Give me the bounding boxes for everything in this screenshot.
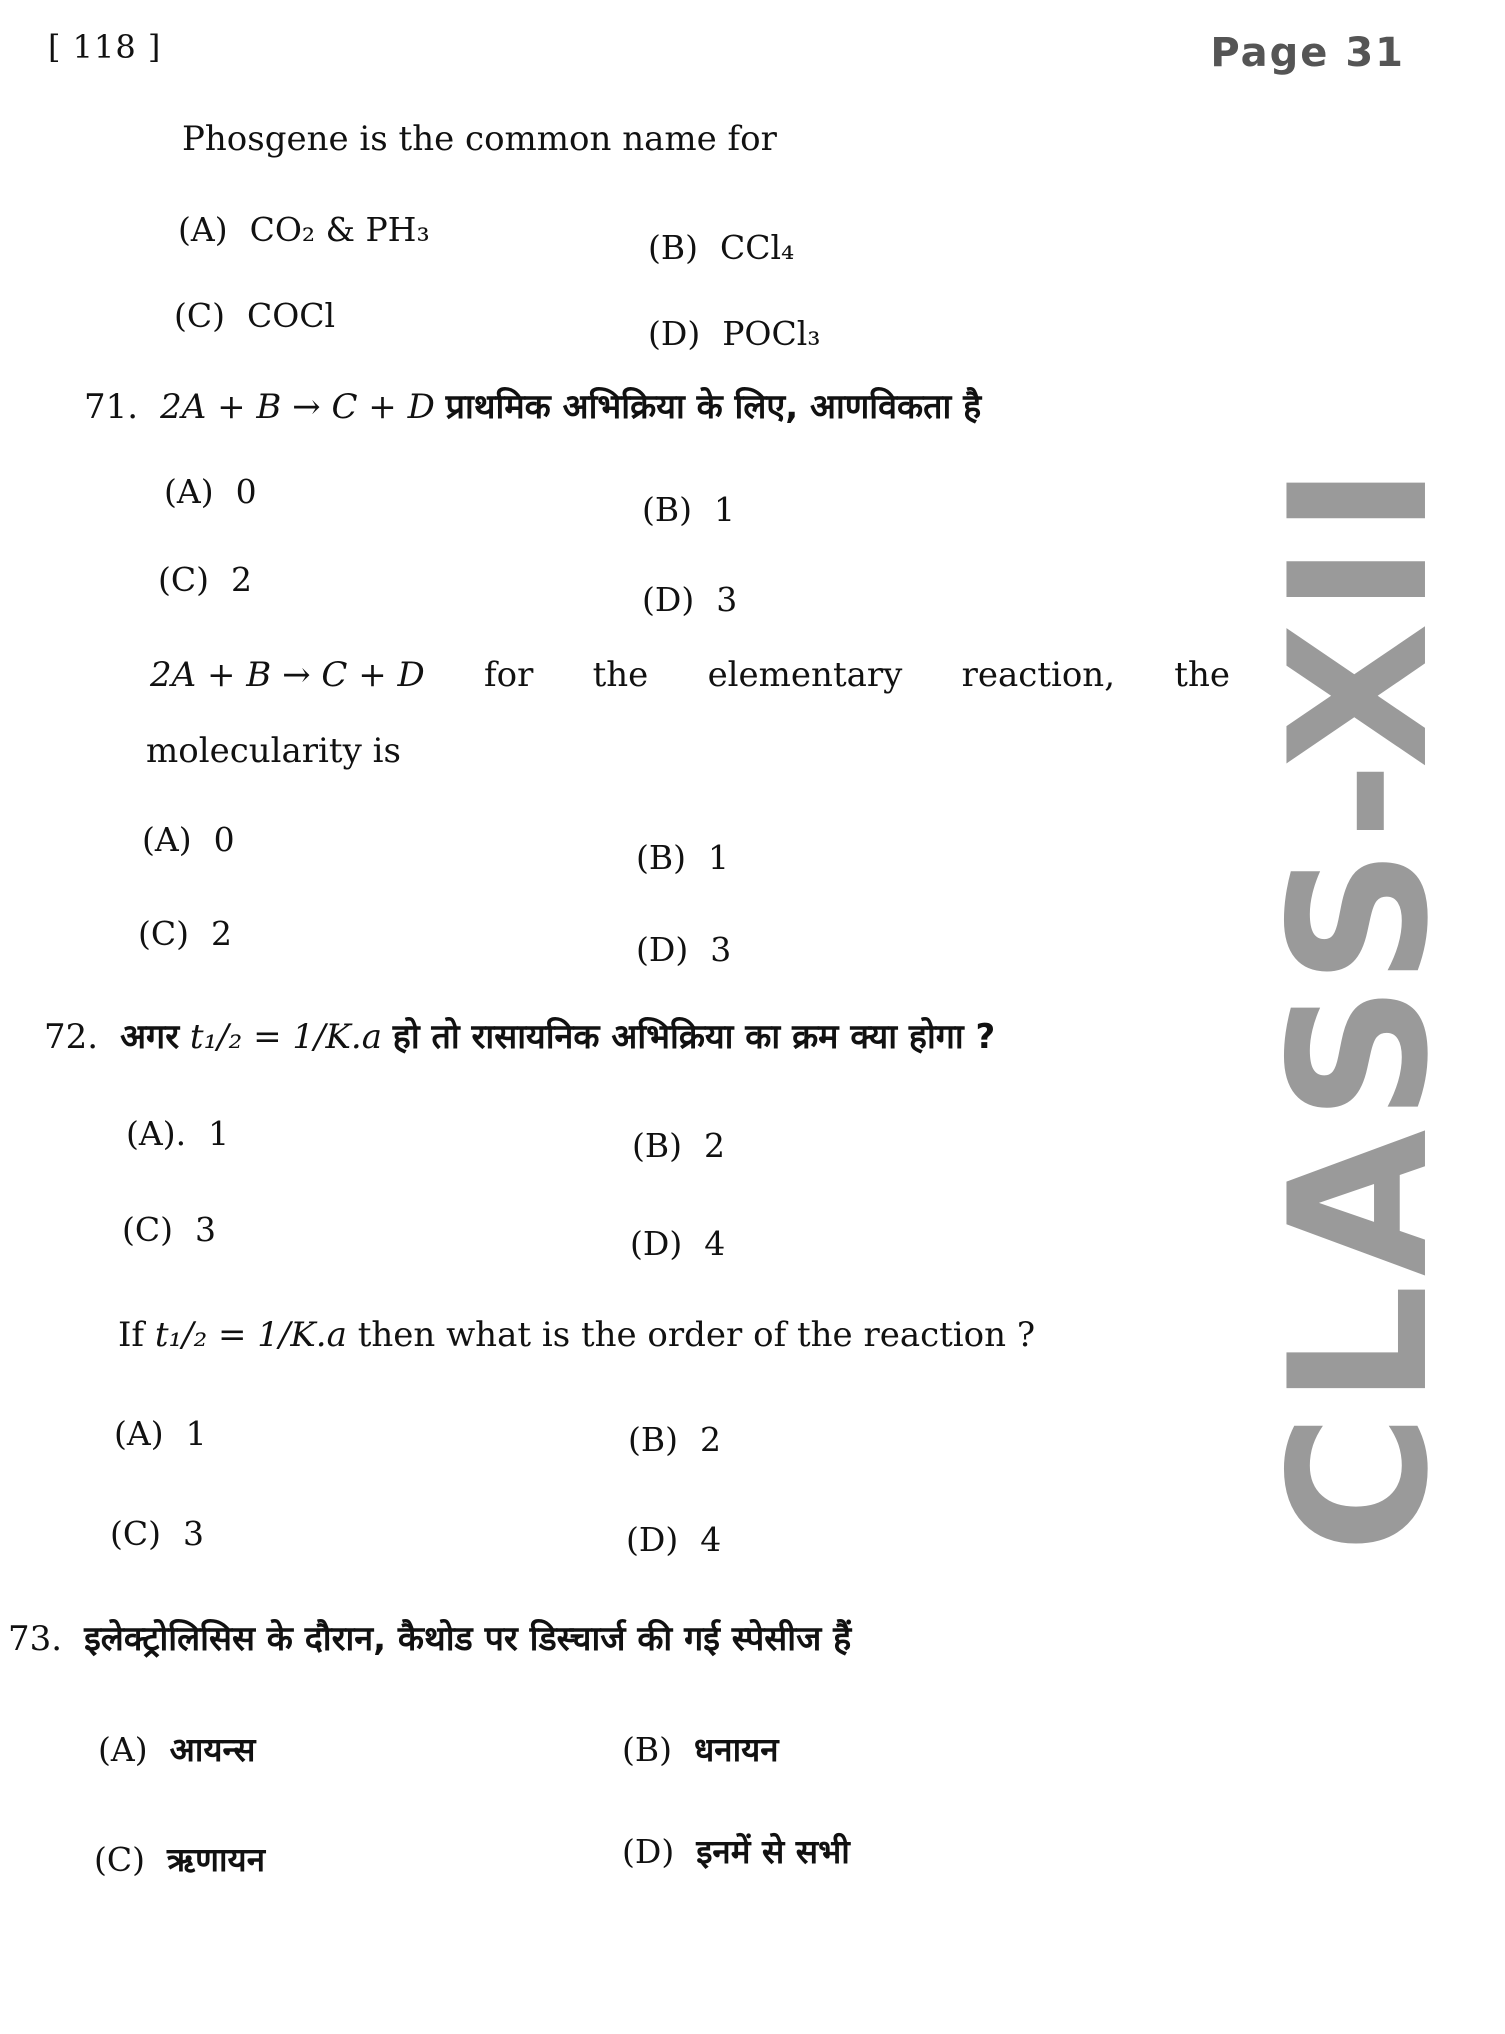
q71-hi-option-a[interactable] — [164, 472, 257, 511]
option-label: (D) — [636, 930, 689, 969]
option-value: 2 — [211, 914, 232, 953]
q70-en-option-b[interactable] — [648, 228, 794, 267]
q72-en-option-b[interactable] — [628, 1420, 721, 1459]
q71-en-option-a[interactable] — [142, 820, 235, 859]
option-value: 0 — [213, 820, 235, 859]
q72-hi-question — [44, 1016, 995, 1059]
option-value: धनायन — [694, 1730, 779, 1769]
q72-en-option-a[interactable] — [114, 1414, 207, 1453]
question-prefix: If — [118, 1315, 145, 1355]
q71-en-question — [150, 654, 1230, 697]
question-text: हो तो रासायनिक अभिक्रिया का क्रम क्या होगा ? — [392, 1017, 996, 1057]
option-label: (D) — [622, 1832, 675, 1871]
option-label: (B) — [636, 838, 686, 877]
option-label: (A) — [114, 1414, 164, 1453]
half-life-formula: t₁/₂ = 1/K.a — [154, 1315, 347, 1355]
option-value: आयन्स — [169, 1730, 256, 1769]
q73-hi-option-c[interactable] — [94, 1836, 265, 1881]
question-text: then what is the order of the reaction ? — [357, 1315, 1036, 1355]
question-line-1 — [150, 654, 1230, 697]
word: for — [484, 655, 534, 695]
q71-hi-option-c[interactable] — [158, 560, 252, 599]
q73-hi-option-b[interactable] — [622, 1726, 779, 1771]
option-label: (D) — [648, 314, 701, 353]
page-number: [ 118 ] — [48, 28, 162, 66]
q70-en-option-c[interactable] — [174, 296, 335, 335]
option-value: 1 — [185, 1414, 207, 1453]
option-label: (C) — [110, 1514, 161, 1553]
q72-hi-option-c[interactable] — [122, 1210, 216, 1249]
option-label: (C) — [138, 914, 189, 953]
q70-en-option-d[interactable] — [648, 314, 821, 353]
q73-hi-option-d[interactable] — [622, 1828, 850, 1873]
page-label: Page 31 — [1210, 30, 1405, 76]
option-label: (A) — [164, 472, 214, 511]
option-value: POCl₃ — [722, 314, 821, 353]
question-number: 71. — [84, 387, 139, 427]
option-label: (B) — [622, 1730, 672, 1769]
q72-hi-option-a[interactable] — [126, 1114, 229, 1153]
option-label: (A) — [178, 210, 228, 249]
option-value: 1 — [708, 838, 729, 877]
option-value: CCl₄ — [720, 228, 795, 267]
option-value: 0 — [235, 472, 257, 511]
q71-en-option-d[interactable] — [636, 930, 731, 969]
option-value: CO₂ & PH₃ — [249, 210, 430, 249]
option-label: (C) — [174, 296, 225, 335]
option-value: ऋणायन — [167, 1840, 266, 1879]
word: the — [592, 655, 649, 695]
q70-en-option-a[interactable] — [178, 210, 430, 249]
half-life-formula: t₁/₂ = 1/K.a — [189, 1017, 382, 1057]
q72-hi-option-d[interactable] — [630, 1224, 725, 1263]
word: the — [1174, 655, 1230, 695]
option-value: 2 — [231, 560, 252, 599]
q71-en-option-b[interactable] — [636, 838, 729, 877]
option-value: 4 — [704, 1224, 726, 1263]
option-label: (C) — [94, 1840, 145, 1879]
option-value: 1 — [714, 490, 735, 529]
q70-en-question: Phosgene is the common name for — [182, 119, 777, 159]
option-label: (A). — [126, 1114, 187, 1153]
question-text: इलेक्ट्रोलिसिस के दौरान, कैथोड पर डिस्चार्ज की गई स्पेसीज हैं — [84, 1619, 852, 1659]
option-label: (D) — [630, 1224, 683, 1263]
question-number: 73. — [8, 1619, 63, 1659]
class-banner-text: CLASS-XII — [1249, 457, 1471, 1553]
option-label: (B) — [648, 228, 698, 267]
option-value: 1 — [208, 1114, 230, 1153]
q71-hi-option-b[interactable] — [642, 490, 735, 529]
q71-hi-question — [84, 386, 981, 429]
question-text: प्राथमिक अभिक्रिया के लिए, आणविकता है — [445, 387, 982, 427]
q73-hi-question — [8, 1618, 851, 1661]
option-value: 2 — [704, 1126, 725, 1165]
option-value: 4 — [700, 1520, 722, 1559]
option-label: (D) — [642, 580, 695, 619]
q72-en-question — [118, 1314, 1035, 1357]
q72-en-option-d[interactable] — [626, 1520, 721, 1559]
option-label: (A) — [142, 820, 192, 859]
word: elementary — [707, 655, 903, 695]
word: reaction, — [961, 655, 1116, 695]
option-label: (C) — [122, 1210, 173, 1249]
option-value: 3 — [183, 1514, 204, 1553]
option-value: COCl — [247, 296, 336, 335]
q71-en-option-c[interactable] — [138, 914, 232, 953]
option-label: (B) — [628, 1420, 678, 1459]
option-value: 2 — [700, 1420, 721, 1459]
option-value: इनमें से सभी — [696, 1832, 850, 1871]
q73-hi-option-a[interactable] — [98, 1726, 255, 1771]
option-value: 3 — [710, 930, 732, 969]
class-banner — [1249, 420, 1471, 1590]
reaction-equation: 2A + B → C + D — [160, 387, 435, 427]
option-label: (B) — [642, 490, 692, 529]
q72-hi-option-b[interactable] — [632, 1126, 725, 1165]
q72-en-option-c[interactable] — [110, 1514, 204, 1553]
question-prefix: अगर — [120, 1017, 180, 1057]
option-label: (C) — [158, 560, 209, 599]
question-number: 72. — [44, 1017, 99, 1057]
option-label: (A) — [98, 1730, 148, 1769]
option-value: 3 — [716, 580, 738, 619]
option-label: (D) — [626, 1520, 679, 1559]
q71-hi-option-d[interactable] — [642, 580, 737, 619]
option-value: 3 — [195, 1210, 216, 1249]
reaction-equation: 2A + B → C + D — [150, 655, 425, 695]
q71-en-question-line-2: molecularity is — [146, 731, 401, 771]
option-label: (B) — [632, 1126, 682, 1165]
